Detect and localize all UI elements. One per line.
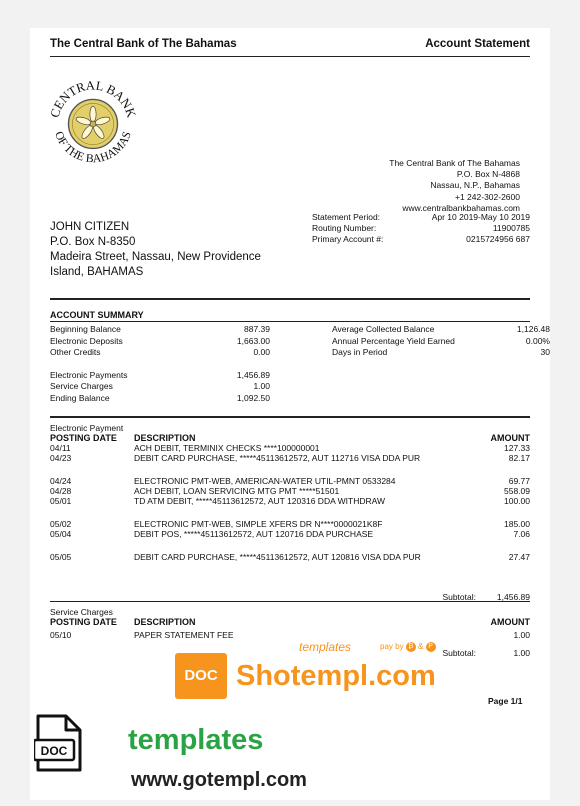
header-amount: AMOUNT	[490, 617, 530, 627]
row-date: 04/11	[50, 443, 71, 453]
subtotal-value: 1,456.89	[496, 592, 530, 602]
electronic-payment-table	[50, 423, 530, 562]
row-amount: 7.06	[513, 529, 530, 539]
summary-label: Days in Period	[332, 347, 388, 357]
routing-number-row	[312, 223, 530, 234]
summary-label: Service Charges	[50, 381, 113, 391]
row-description: PAPER STATEMENT FEE	[134, 630, 234, 640]
account-summary-title: ACCOUNT SUMMARY	[50, 310, 144, 320]
section-label-row	[50, 423, 530, 433]
summary-label: Annual Percentage Yield Earned	[332, 335, 455, 346]
header-doc-title: Account Statement	[425, 38, 530, 50]
customer-address-line: P.O. Box N-8350	[50, 236, 136, 248]
watermark-pay-by	[380, 642, 436, 652]
customer-address-line: Madeira Street, Nassau, New Providence	[50, 251, 261, 263]
page-number: Page 1/1	[488, 696, 523, 706]
table-row	[50, 630, 530, 640]
row-amount: 27.47	[508, 552, 530, 562]
section-label-row	[50, 607, 530, 617]
summary-label: Electronic Payments	[50, 369, 128, 380]
summary-value: 1.00	[253, 381, 270, 391]
summary-value: 30	[540, 347, 550, 357]
routing-number-value: 11900785	[492, 223, 530, 233]
logo-text-bottom: OF THE BAHAMAS	[52, 129, 134, 166]
row-description: DEBIT CARD PURCHASE, *****45113612572, AUT 112716 VISA DDA PUR	[134, 453, 421, 463]
row-description: ELECTRONIC PMT-WEB, AMERICAN-WATER UTIL-PMNT 0533284	[134, 476, 396, 486]
header-posting-date: POSTING DATE	[50, 433, 117, 443]
summary-row	[332, 347, 550, 359]
subtotal-label: Subtotal:	[442, 592, 476, 602]
summary-left-column	[50, 324, 270, 404]
table-header	[50, 617, 530, 627]
row-description: ELECTRONIC PMT-WEB, SIMPLE XFERS DR N****0000021K8F	[134, 519, 383, 529]
central-bank-logo	[44, 74, 142, 172]
row-description: TD ATM DEBIT, *****45113612572, AUT 120316 DDA WITHDRAW	[134, 496, 386, 506]
summary-label: Average Collected Balance	[332, 324, 435, 334]
service-divider	[50, 601, 530, 602]
summary-row	[50, 370, 270, 382]
summary-row	[50, 336, 270, 348]
logo-text-top: CENTRAL BANK	[47, 78, 139, 120]
bank-address-line: The Central Bank of The Bahamas	[389, 158, 520, 168]
account-number-row	[312, 234, 530, 245]
row-date: 05/10	[50, 630, 72, 640]
row-amount: 1.00	[513, 630, 530, 640]
electronic-payment-label: Electronic Payment	[50, 423, 124, 433]
summary-value: 0.00	[253, 347, 270, 357]
row-date: 04/28	[50, 486, 72, 496]
customer-address	[50, 220, 261, 280]
row-description: DEBIT CARD PURCHASE, *****45113612572, AUT 120816 VISA DDA PUR	[134, 552, 421, 562]
watermark-shotempl: Shotempl.com	[236, 660, 436, 692]
pay-by-and: &	[418, 642, 424, 652]
bank-address	[389, 158, 520, 214]
row-description: ACH DEBIT, TERMINIX CHECKS ****100000001	[134, 443, 320, 453]
bank-address-line: www.centralbankbahamas.com	[402, 202, 520, 213]
summary-value: 1,126.48	[516, 324, 550, 334]
account-number-value: 0215724956 687	[466, 234, 530, 244]
summary-label: Beginning Balance	[50, 324, 121, 334]
summary-row	[50, 347, 270, 359]
row-date: 04/23	[50, 453, 72, 463]
summary-divider	[50, 321, 530, 322]
header-bank-name: The Central Bank of The Bahamas	[50, 38, 237, 50]
row-amount: 82.17	[508, 453, 530, 463]
customer-address-line: Island, BAHAMAS	[50, 266, 144, 278]
doc-file-icon: DOC	[175, 653, 227, 699]
table-row	[50, 453, 530, 463]
statement-period-label: Statement Period:	[312, 212, 381, 222]
summary-row	[332, 324, 550, 336]
subtotal-label: Subtotal:	[442, 648, 476, 658]
bank-address-line: +1 242-302-2600	[455, 191, 520, 202]
summary-label: Electronic Deposits	[50, 335, 123, 346]
summary-value: 887.39	[244, 324, 270, 334]
bitcoin-icon: ₿	[406, 642, 416, 652]
table-row	[50, 486, 530, 496]
summary-label: Ending Balance	[50, 392, 110, 403]
subtotal-value: 1.00	[513, 648, 530, 658]
summary-right-column	[332, 324, 550, 359]
row-description: ACH DEBIT, LOAN SERVICING MTG PMT *****51501	[134, 486, 340, 496]
summary-row	[50, 393, 270, 405]
row-amount: 100.00	[504, 496, 530, 506]
summary-row	[50, 381, 270, 393]
doc-icon-label: DOC	[40, 744, 68, 758]
header-description: DESCRIPTION	[134, 433, 196, 443]
summary-divider-top	[50, 298, 530, 300]
summary-value: 1,092.50	[236, 392, 270, 403]
row-amount: 185.00	[504, 519, 530, 529]
row-date: 05/02	[50, 519, 72, 529]
row-amount: 127.33	[504, 443, 530, 453]
account-number-label: Primary Account #:	[312, 234, 384, 244]
row-amount: 558.09	[504, 486, 530, 496]
customer-name: JOHN CITIZEN	[50, 221, 130, 233]
summary-label: Other Credits	[50, 347, 101, 357]
summary-value: 1,456.89	[236, 369, 270, 380]
table-header	[50, 433, 530, 443]
service-charges-table	[50, 607, 530, 640]
bank-address-line: Nassau, N.P., Bahamas	[430, 180, 520, 191]
service-charges-label: Service Charges	[50, 607, 113, 617]
paypal-icon: P	[426, 642, 436, 652]
statement-period-value: Apr 10 2019-May 10 2019	[431, 212, 530, 222]
row-date: 05/01	[50, 496, 72, 506]
table-row	[50, 519, 530, 529]
row-description: DEBIT POS, *****45113612572, AUT 120716 DDA PURCHASE	[134, 529, 374, 539]
table-row	[50, 529, 530, 539]
row-date: 05/05	[50, 552, 72, 562]
summary-row	[50, 324, 270, 336]
row-date: 05/04	[50, 529, 72, 539]
routing-number-label: Routing Number:	[312, 223, 377, 233]
table-row	[50, 496, 530, 506]
row-date: 04/24	[50, 476, 72, 486]
table-row	[50, 476, 530, 486]
summary-value: 1,663.00	[236, 335, 270, 346]
pay-by-text: pay by	[380, 642, 404, 652]
page-header	[50, 38, 530, 54]
table-row	[50, 443, 530, 453]
watermark-templates-small: templates	[299, 640, 352, 654]
header-divider	[50, 56, 530, 57]
header-posting-date: POSTING DATE	[50, 617, 117, 627]
header-description: DESCRIPTION	[134, 617, 196, 627]
bank-address-line: P.O. Box N-4868	[456, 169, 520, 180]
summary-row	[332, 336, 550, 348]
statement-period-row	[312, 212, 530, 223]
row-amount: 69.77	[508, 476, 530, 486]
payments-divider	[50, 416, 530, 418]
statement-info	[312, 212, 530, 245]
watermark-templates: templates	[128, 724, 264, 756]
document-icon	[34, 714, 82, 772]
summary-value: 0.00%	[525, 335, 550, 346]
table-row	[50, 552, 530, 562]
header-amount: AMOUNT	[490, 433, 530, 443]
watermark-url: www.gotempl.com	[131, 769, 307, 791]
